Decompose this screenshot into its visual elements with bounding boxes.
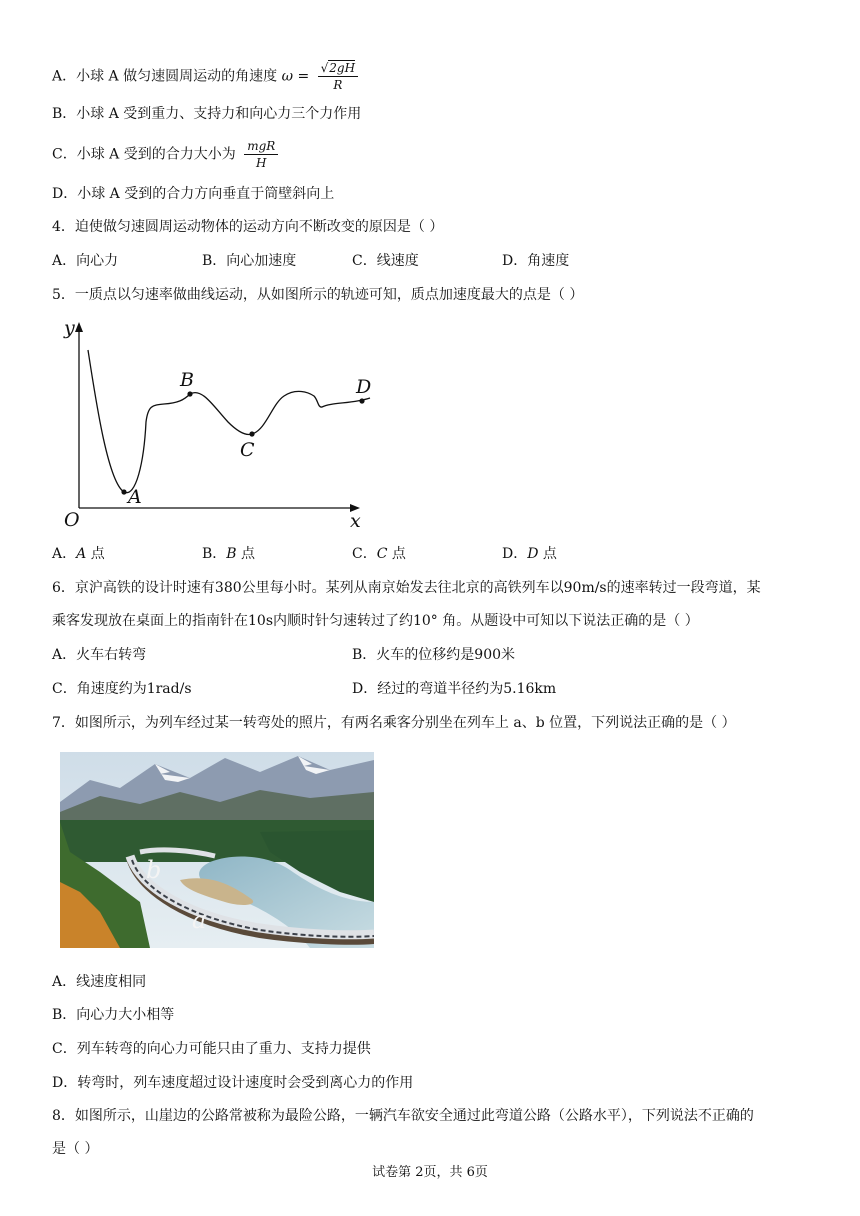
q4-option-b: B．向心加速度 (202, 253, 297, 269)
q4-option-d: D．角速度 (502, 253, 570, 269)
q3-option-c-fraction (244, 138, 278, 171)
q5-option-b: B．B 点 (202, 546, 256, 562)
point-d-label: D (356, 376, 372, 398)
q3-option-a-fraction (318, 60, 358, 93)
q3-option-a-text: A．小球 A 做匀速圆周运动的角速度 (52, 68, 278, 85)
q3-option-d: D．小球 A 受到的合力方向垂直于筒壁斜向上 (52, 186, 335, 202)
q3-option-a (52, 60, 358, 93)
point-b (187, 391, 192, 396)
page-footer: 试卷第 2页，共 6页 (372, 1165, 488, 1180)
x-axis-label: x (350, 510, 361, 532)
q6-option-b: B．火车的位移约是900米 (352, 647, 516, 663)
trajectory-curve (88, 350, 370, 493)
point-b-label: B (180, 369, 194, 391)
q7-option-c: C．列车转弯的向心力可能只由了重力、支持力提供 (52, 1041, 371, 1057)
q7-option-d: D．转弯时，列车速度超过设计速度时会受到离心力的作用 (52, 1075, 414, 1091)
q6-stem-line1: 6．京沪高铁的设计时速有380公里每小时。某列从南京始发去往北京的高铁列车以90m/s的速率转过一段弯道，某 (52, 580, 761, 596)
origin-label: O (64, 509, 80, 531)
q7-option-b: B．向心力大小相等 (52, 1007, 175, 1023)
q4-stem: 4．迫使做匀速圆周运动物体的运动方向不断改变的原因是（ ） (52, 219, 444, 235)
q8-stem-line2: 是（ ） (52, 1141, 99, 1157)
q8-stem-line1: 8．如图所示，山崖边的公路常被称为最险公路，一辆汽车欲安全通过此弯道公路（公路水平），下列说法不正确的 (52, 1108, 754, 1124)
q4-option-a: A．向心力 (52, 253, 119, 269)
point-a (121, 489, 126, 494)
q3-option-c-numerator: mgR (244, 138, 278, 155)
q6-option-c: C．角速度约为1rad/s (52, 681, 192, 697)
q3-option-c (52, 138, 278, 171)
q3-option-c-text: C．小球 A 受到的合力大小为 (52, 146, 236, 163)
sqrt-symbol: √ (320, 61, 329, 75)
q6-stem-line2: 乘客发现放在桌面上的指南针在10s内顺时针匀速转过了约10° 角。从题设中可知以下说法正确的是（ ） (52, 613, 699, 629)
q3-option-a-denominator: R (333, 78, 343, 92)
q3-option-b: B．小球 A 受到重力、支持力和向心力三个力作用 (52, 106, 362, 122)
q5-option-c: C．C 点 (352, 546, 406, 562)
q5-stem: 5．一质点以匀速率做曲线运动，从如图所示的轨迹可知，质点加速度最大的点是（ ） (52, 287, 584, 303)
q5-trajectory-graph (52, 312, 382, 536)
point-c-label: C (240, 439, 255, 461)
point-a-label: A (128, 486, 142, 508)
q6-option-d: D．经过的弯道半径约为5.16km (352, 681, 557, 697)
q3-option-c-denominator: H (256, 156, 267, 170)
photo-label-a: a (192, 906, 207, 934)
point-d (359, 398, 364, 403)
q4-option-c: C．线速度 (352, 253, 419, 269)
q5-option-a: A．A 点 (52, 546, 105, 562)
q3-option-a-numerator: 2gH (329, 61, 356, 75)
y-axis-label: y (64, 317, 75, 339)
point-c (249, 431, 254, 436)
q3-option-a-omega: ω = (281, 68, 310, 85)
q7-stem: 7．如图所示，为列车经过某一转弯处的照片，有两名乘客分别坐在列车上 a、b 位置，下列说法正确的是（ ） (52, 715, 736, 731)
photo-label-b: b (146, 856, 162, 884)
q6-option-a: A．火车右转弯 (52, 647, 147, 663)
train-curve-photo (60, 752, 374, 948)
q5-option-d: D．D 点 (502, 546, 557, 562)
q7-option-a: A．线速度相同 (52, 974, 147, 990)
